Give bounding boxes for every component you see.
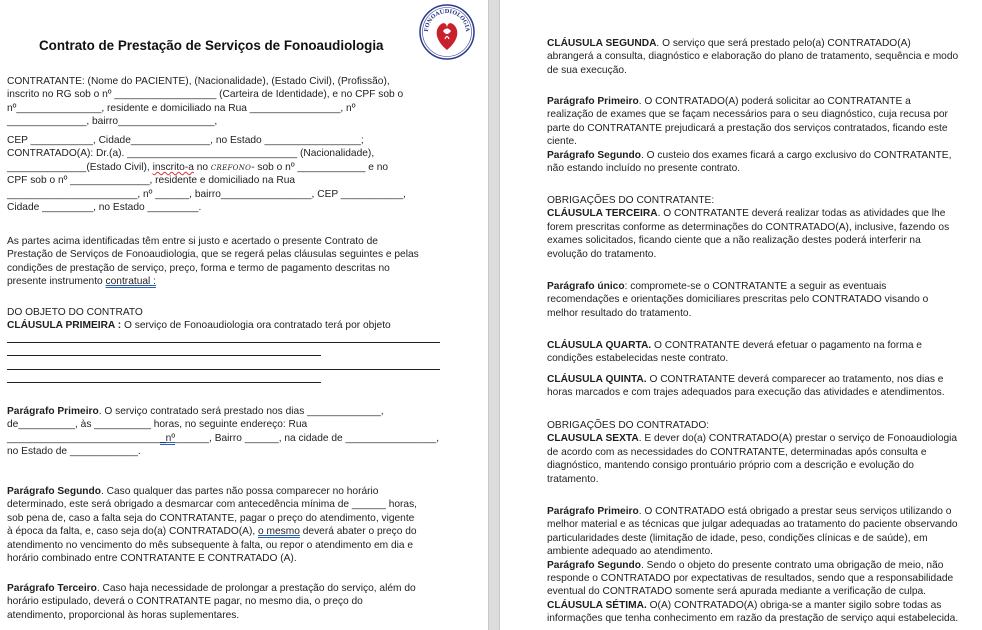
objeto-heading: DO OBJETO DO CONTRATO xyxy=(7,307,143,318)
svg-text:FONOAUDIOLOGIA: FONOAUDIOLOGIA xyxy=(423,9,471,33)
grammar-flag: o mesmo xyxy=(258,526,300,538)
paragrafo-primeiro-c6: Parágrafo Primeiro. O CONTRATADO está obrigado a prestar seus serviços utilizando o melhor material e as técnicas que julgar adequadas ao tratamento do paciente observando particularidades deste (limitação de idade, peso, condições clínicas e de saúde), em ambiente adequado ao atendimento. Parágrafo Segundo. Sendo o objeto do presente contrato uma obrigação de meio, não responde o CONTRATADO por expectativas de resultados, sendo que a responsabilidade eventual do CONTRATADO somente será apurada mediante a verificação de culpa. CLÁUSULA SÉTIMA. O(A) CONTRATADO(A) obriga-se a manter sigilo sobre todas as informações que tenha conhecimento em razão da prestação de serviço aqui estabelecida. xyxy=(547,506,959,625)
document-page-right[interactable] xyxy=(500,0,982,630)
contratado-block: CEP ___________, Cidade______________, no Estado _________________; CONTRATADO(A): Dr.(a). ______________________________ (Nacionalidade), ______________(Estado Civil), inscrito-a no CREFONO- sob o nº ____________ e no CPF sob o nº ______________, residente e domiciliado na Rua _______________________, nº ______, bairro________________, CEP ___________, Cidade _________, no Estado _________. xyxy=(7,135,406,213)
paragrafo-unico: Parágrafo único: compromete-se o CONTRATANTE a seguir as eventuais recomendações e orientações domiciliares prescritas pelo CONTRATADO visando o melhor resultado do tratamento. xyxy=(547,281,929,319)
paragrafo-terceiro: Parágrafo Terceiro. Caso haja necessidade de prolongar a prestação do serviço, além do horário estipulado, deverá o CONTRATANTE pagar, no mesmo dia, o preço do atendimento, proporcional às horas suplementares. xyxy=(7,583,416,621)
partes-paragraph: As partes acima identificadas têm entre si justo e acertado o presente Contrato de Prestação de Serviços de Fonoaudiologia, que se regerá pelas cláusulas seguintes e pelas condições de prestação de serviço, preço, forma e termo de pagamento descritas no presente instrumento contratual : xyxy=(7,236,419,288)
blank-line[interactable] xyxy=(7,369,440,370)
spelling-flag: inscrito-a xyxy=(152,161,194,173)
document-title: Contrato de Prestação de Serviços de Fonoaudiologia xyxy=(39,38,384,53)
page-gutter xyxy=(488,0,500,630)
paragrafo-segundo: Parágrafo Segundo. Caso qualquer das partes não possa comparecer no horário determinado, este será obrigado a desmarcar com antecedência mínima de ______ horas, sob pena de, caso a falta seja do CONTRATANTE, pagar o preço do atendimento, vigente à época da falta, e, caso seja do(a) CONTRATADO(A), o mesmo deverá abater o preço do atendimento no vencimento do mês subsequente à falta, ou repor o atendimento em dia e horário combinado entre CONTRATANTE E CONTRATADO (A). xyxy=(7,486,418,564)
paragrafo-primeiro-c2: Parágrafo Primeiro. O CONTRATADO(A) poderá solicitar ao CONTRATANTE a realização de exames que se façam necessários para o seu diagnóstico, cuja recusa por parte do CONTRATANTE prejudicará a prestação dos serviços contratados, ficando este ciente. Parágrafo Segundo. O custeio dos exames ficará a cargo exclusivo do CONTRATANTE, não estando incluído no presente contrato. xyxy=(547,96,952,174)
obrigacoes-contratante: OBRIGAÇÕES DO CONTRATANTE: CLÁUSULA TERCEIRA. O CONTRATANTE deverá realizar todas as atividades que lhe forem prescritas conforme as determinações do CONTRATADO(A), inclusive, fazendo os exames solicitados, ficando ciente que a não realização destes poderá interferir na evolução do tratamento. xyxy=(547,195,950,260)
objeto-section: DO OBJETO DO CONTRATO CLÁUSULA PRIMEIRA : O serviço de Fonoaudiologia ora contratado terá por objeto xyxy=(7,307,391,332)
obrigacoes-contratado-heading: OBRIGAÇÕES DO CONTRATADO: xyxy=(547,420,710,431)
document-page-left[interactable] xyxy=(0,0,488,630)
paragrafo-primeiro: Parágrafo Primeiro. O serviço contratado será prestado nos dias _____________, de__________, às __________ horas, no seguinte endereço: Rua ____________________________nº______, Bairro ______, na cidade de ________________, no Estado de ____________. xyxy=(7,406,440,458)
fonoaudiologia-logo xyxy=(419,4,475,60)
blank-line[interactable] xyxy=(7,342,440,343)
blank-line[interactable] xyxy=(7,355,321,356)
clausula-quinta: CLÁUSULA QUINTA. O CONTRATANTE deverá comparecer ao tratamento, nos dias e horas marcados e com trajes adequados para execução das atividades e atendimentos. xyxy=(547,374,945,399)
obrigacoes-contratante-heading: OBRIGAÇÕES DO CONTRATANTE: xyxy=(547,195,715,206)
blank-line[interactable] xyxy=(7,382,321,383)
clausula-quarta: CLÁUSULA QUARTA. O CONTRATANTE deverá efetuar o pagamento na forma e condições estabelecidas neste contrato. xyxy=(547,340,922,365)
grammar-flag: contratual : xyxy=(105,276,156,288)
clausula-segunda: CLÁUSULA SEGUNDA. O serviço que será prestado pelo(a) CONTRATADO(A) abrangerá a consulta, diagnóstico e elaboração do plano de tratamento, sequência e modo de sua execução. xyxy=(547,38,959,76)
contratante-block: CONTRATANTE: (Nome do PACIENTE), (Nacionalidade), (Estado Civil), (Profissão), inscrito no RG sob o nº __________________ (Carteira de Identidade), e no CPF sob o nº_______________, residente e domiciliado na Rua ________________, nº ______________, bairro_________________, xyxy=(7,76,404,128)
crefono-text: CREFONO xyxy=(210,163,252,172)
obrigacoes-contratado: OBRIGAÇÕES DO CONTRATADO: CLAUSULA SEXTA. E dever do(a) CONTRATADO(A) prestar o serviço de Fonoaudiologia de acordo com as necessidades do CONTRATANTE, determinadas após consulta e diagnóstico, mantendo consigo prontuário próprio com a descrição e evolução do tratamento. xyxy=(547,420,958,485)
